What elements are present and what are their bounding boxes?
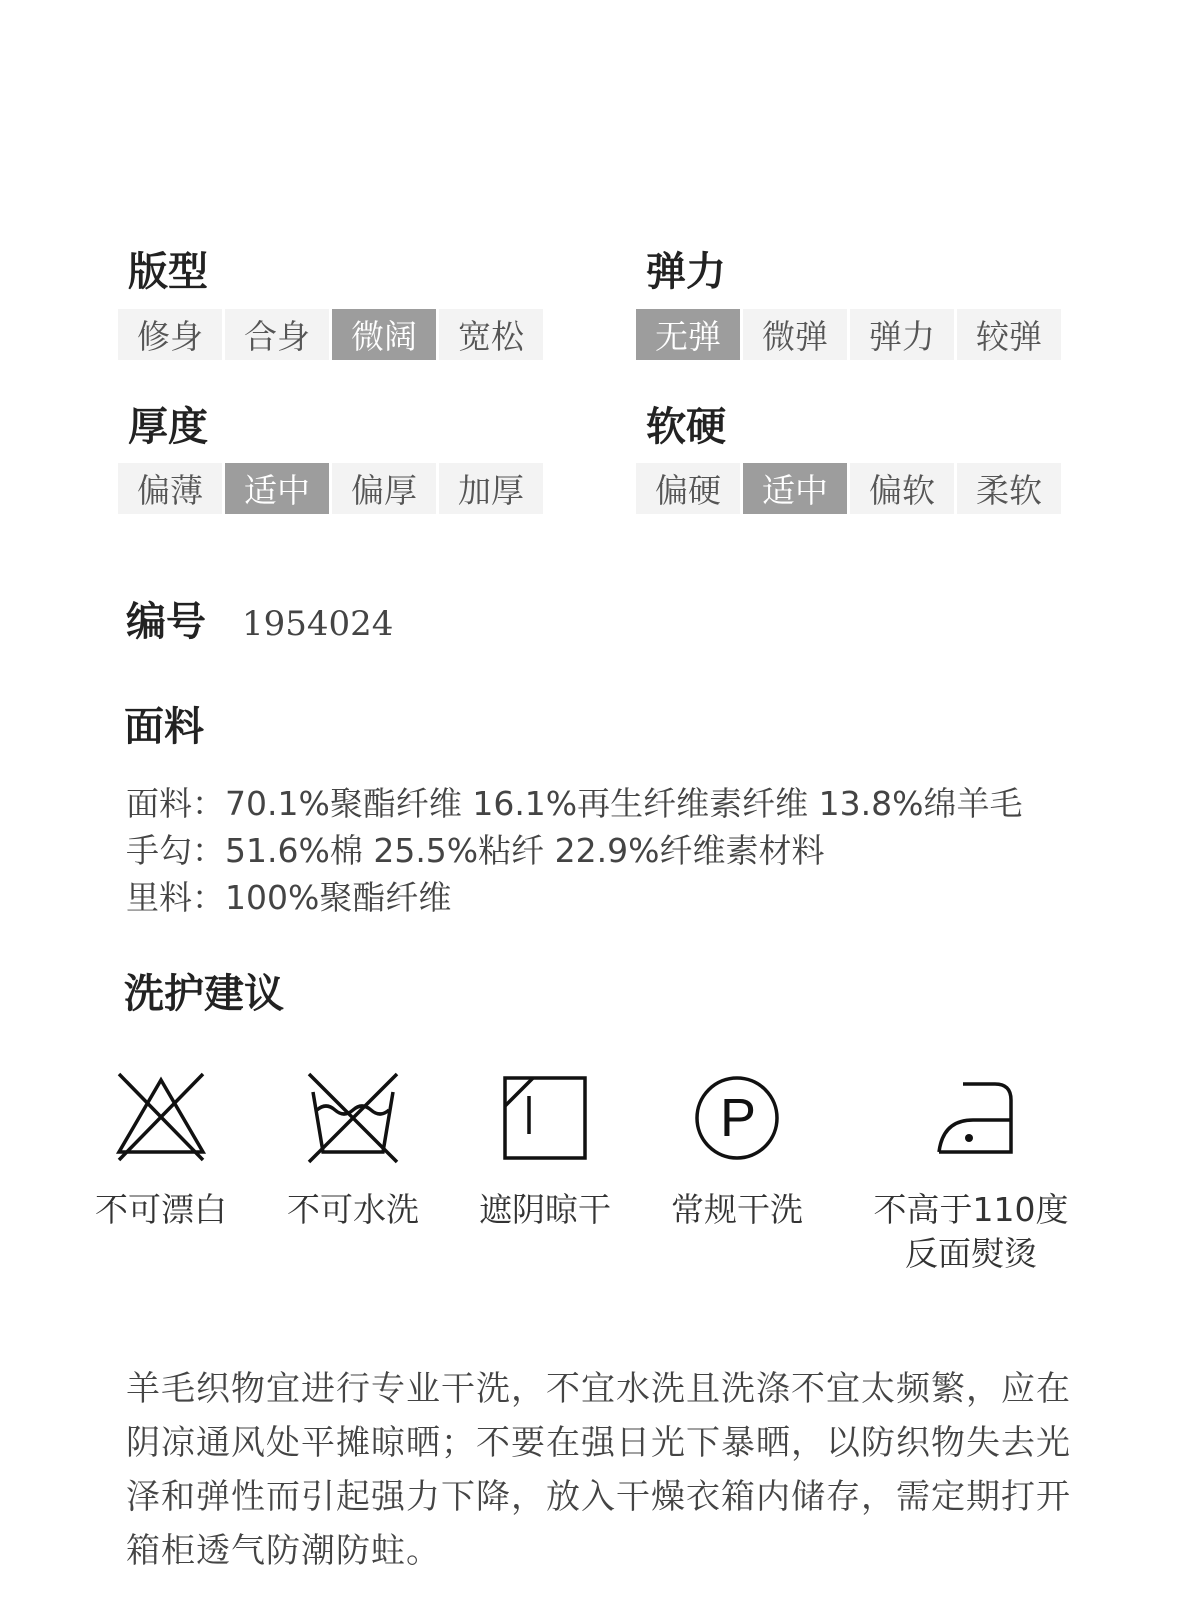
care-label-line2: 反面熨烫 xyxy=(905,1234,1037,1273)
care-title: 洗护建议 xyxy=(124,971,284,1017)
care-label xyxy=(866,1188,1076,1276)
thickness-scale xyxy=(118,463,543,514)
fabric-composition xyxy=(126,780,1022,921)
care-paragraph: 羊毛织物宜进行专业干洗，不宜水洗且洗涤不宜太频繁，应在阴凉通风处平摊晾晒；不要在强日光下暴晒，以防织物失去光泽和弹性而引起强力下降，放入干燥衣箱内储存，需定期打开箱柜透气防潮防蛀。 xyxy=(126,1369,1071,1571)
elasticity-option: 弹力 xyxy=(850,309,954,360)
no-bleach-icon xyxy=(113,1070,209,1166)
fabric-line-crochet: 手勾：51.6%棉 25.5%粘纤 22.9%纤维素材料 xyxy=(126,831,825,870)
care-label: 遮阴晾干 xyxy=(479,1190,611,1229)
item-code-value: 1954024 xyxy=(242,604,394,644)
elasticity-scale xyxy=(636,309,1061,360)
fit-option-selected: 微阔 xyxy=(332,309,436,360)
fabric-title: 面料 xyxy=(124,704,204,750)
iron-low-icon xyxy=(923,1070,1019,1166)
fabric-line-shell: 面料：70.1%聚酯纤维 16.1%再生纤维素纤维 13.8%绵羊毛 xyxy=(126,784,1023,823)
care-label-line1: 不高于110度 xyxy=(873,1190,1069,1229)
softness-option: 偏硬 xyxy=(636,463,740,514)
care-label: 不可漂白 xyxy=(95,1190,227,1229)
elasticity-title: 弹力 xyxy=(646,249,726,295)
dry-clean-p-icon xyxy=(689,1070,785,1166)
care-item-dry-clean xyxy=(632,1070,842,1232)
elasticity-option-selected: 无弹 xyxy=(636,309,740,360)
fit-option: 合身 xyxy=(225,309,329,360)
softness-scale xyxy=(636,463,1061,514)
softness-option: 柔软 xyxy=(957,463,1061,514)
fit-option: 修身 xyxy=(118,309,222,360)
care-label: 不可水洗 xyxy=(287,1190,419,1229)
shade-dry-icon xyxy=(497,1070,593,1166)
fit-option: 宽松 xyxy=(439,309,543,360)
item-code-label: 编号 xyxy=(126,599,206,645)
thickness-option: 偏薄 xyxy=(118,463,222,514)
care-label: 常规干洗 xyxy=(671,1190,803,1229)
fit-scale xyxy=(118,309,543,360)
svg-text:P: P xyxy=(719,1088,757,1148)
item-code-row xyxy=(126,590,393,647)
thickness-option: 加厚 xyxy=(439,463,543,514)
thickness-title: 厚度 xyxy=(128,404,208,450)
elasticity-option: 微弹 xyxy=(743,309,847,360)
care-item-no-wash xyxy=(248,1070,458,1232)
softness-option-selected: 适中 xyxy=(743,463,847,514)
fit-title: 版型 xyxy=(128,249,208,295)
no-wash-icon xyxy=(305,1070,401,1166)
care-item-shade-dry xyxy=(440,1070,650,1232)
fabric-line-lining: 里料：100%聚酯纤维 xyxy=(126,878,452,917)
thickness-option: 偏厚 xyxy=(332,463,436,514)
softness-option: 偏软 xyxy=(850,463,954,514)
thickness-option-selected: 适中 xyxy=(225,463,329,514)
care-item-no-bleach xyxy=(56,1070,266,1232)
care-item-iron-low xyxy=(866,1070,1076,1276)
elasticity-option: 较弹 xyxy=(957,309,1061,360)
softness-title: 软硬 xyxy=(646,404,726,450)
